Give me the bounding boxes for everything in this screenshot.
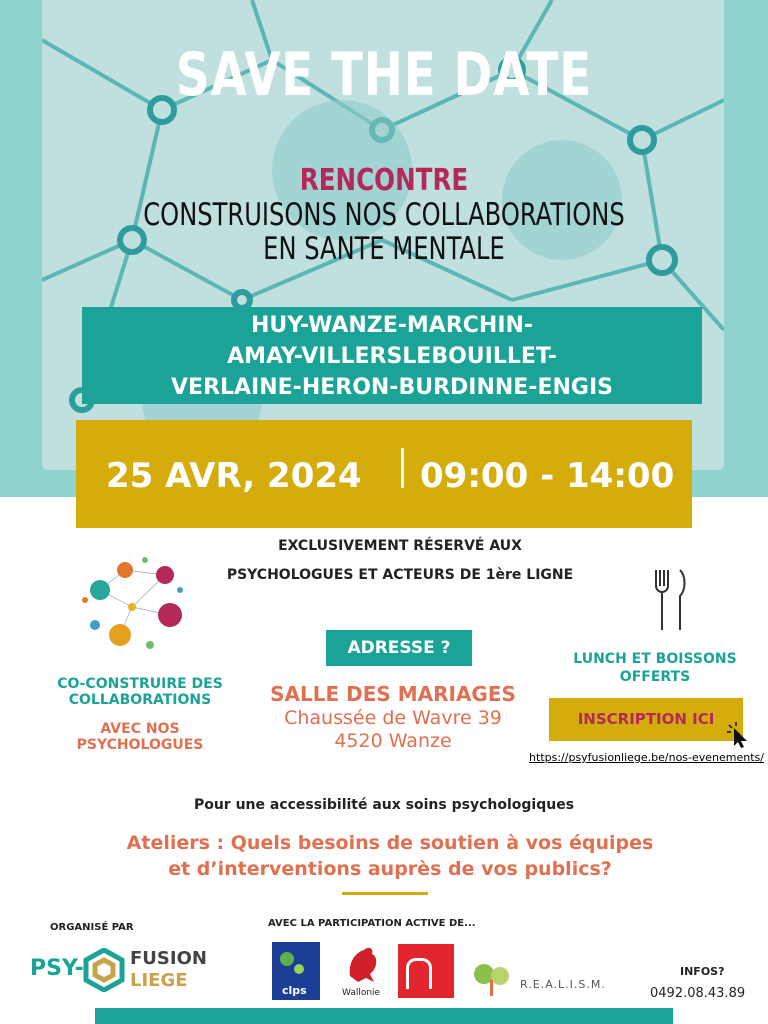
logo-liege-text: LIEGE [130, 970, 188, 991]
lunch-offered [540, 650, 768, 686]
wallonie-text: Wallonie [342, 988, 381, 998]
lunch-line2: OFFERTS [619, 669, 691, 685]
address-button[interactable]: ADRESSE ? [326, 630, 472, 666]
venue-name: SALLE DES MARIAGES [270, 682, 516, 706]
divider-line [342, 892, 428, 895]
left-line1: CO-CONSTRUIRE DES [57, 676, 223, 692]
cursor-click-icon [724, 720, 754, 750]
rooster-icon [340, 942, 384, 986]
left-line2: COLLABORATIONS [68, 692, 212, 708]
organised-by-label: ORGANISÉ PAR [50, 922, 134, 933]
save-the-date-heading: SAVE THE DATE [175, 40, 593, 110]
contact-phone[interactable]: 0492.08.43.89 [650, 986, 746, 1001]
left-line3: AVEC NOS [100, 721, 180, 737]
ateliers-line2: et d’interventions auprès de vos publics? [168, 858, 612, 880]
clps-logo [272, 942, 320, 1000]
infos-label: INFOS? [680, 965, 725, 978]
audience-line2: PSYCHOLOGUES ET ACTEURS DE 1ère LIGNE [226, 567, 574, 583]
participation-label: AVEC LA PARTICIPATION ACTIVE DE... [268, 918, 476, 929]
audience-line1: EXCLUSIVEMENT RÉSERVÉ AUX [278, 538, 522, 554]
clps-gear-small-icon [294, 964, 304, 974]
date-banner [76, 420, 692, 528]
towns-line1: HUY-WANZE-MARCHIN- [250, 313, 534, 338]
towns-line3: VERLAINE-HERON-BURDINNE-ENGIS [171, 375, 613, 400]
avec-nos-psychologues [20, 721, 260, 753]
pcs-shape-icon [406, 958, 432, 989]
logo-psy-text: PSY- [30, 956, 84, 981]
inscription-link[interactable]: https://psyfusionliege.be/nos-evenements/ [529, 751, 764, 764]
event-title [84, 198, 683, 266]
footer-bar [95, 1008, 673, 1024]
date-time-divider [401, 448, 404, 488]
venue-city: 4520 Wanze [334, 730, 452, 752]
hexagon-logo-icon [82, 948, 126, 992]
venue-street: Chaussée de Wavre 39 [284, 707, 502, 729]
plan-cohesion-sociale-logo [398, 944, 454, 998]
ateliers-line1: Ateliers : Quels besoins de soutien à vos équipes [126, 832, 654, 854]
lunch-line1: LUNCH ET BOISSONS [573, 651, 737, 667]
clps-gear-icon [280, 952, 294, 966]
event-date: 25 AVR, 2024 [106, 456, 362, 496]
co-construire-heading [20, 676, 260, 708]
realism-logo: R.E.A.L.I.S.M. [520, 978, 606, 991]
event-type: RENCONTRE [299, 163, 469, 198]
clps-text: clps [282, 984, 307, 997]
towns-line2: AMAY-VILLERSLEBOUILLET- [227, 344, 557, 369]
accessibility-statement: Pour une accessibilité aux soins psychologiques [193, 797, 575, 813]
wallonie-logo [340, 942, 384, 1002]
event-title-line1: CONSTRUISONS NOS COLLABORATIONS [143, 197, 625, 233]
event-time: 09:00 - 14:00 [420, 456, 675, 496]
tree-partner-logo [470, 960, 516, 998]
logo-fusion-text: FUSION [130, 948, 207, 969]
towns-banner [82, 307, 702, 404]
ateliers-text [0, 830, 768, 882]
left-line4: PSYCHOLOGUES [76, 737, 204, 753]
inscription-button[interactable]: INSCRIPTION ICI [549, 698, 743, 741]
tree-icon [470, 960, 516, 998]
fork-knife-icon [650, 568, 690, 632]
collaboration-network-icon [70, 545, 195, 670]
psy-fusion-liege-logo [30, 944, 207, 996]
event-title-line2: EN SANTE MENTALE [263, 231, 505, 267]
